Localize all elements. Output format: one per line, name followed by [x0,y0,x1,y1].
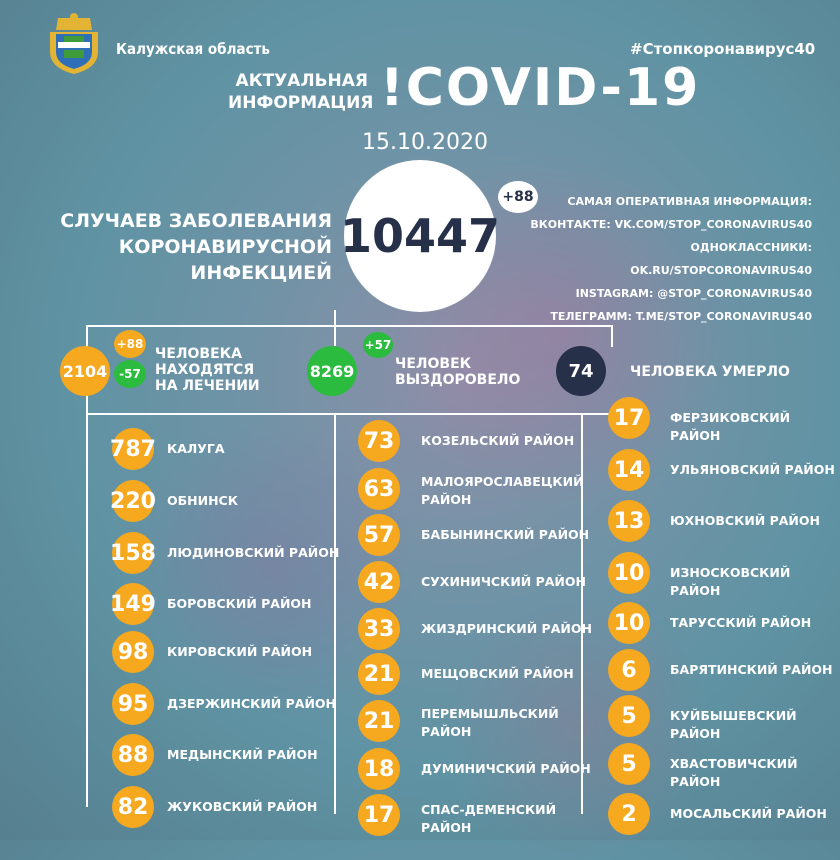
district-value-circle: 14 [608,449,650,491]
district-name: ФЕРЗИКОВСКИЙ РАЙОН [670,410,791,443]
district-name-block [421,473,584,509]
district-name: МАЛОЯРОСЛАВЕЦКИЙ [421,474,584,489]
district-value-circle: 10 [608,602,650,644]
district-name: ИЗНОСКОВСКИЙ РАЙОН [670,565,791,598]
district-value-circle: 17 [358,794,400,836]
district-name: КУЙБЫШЕВСКИЙ РАЙОН [670,708,797,741]
district-value-circle: 6 [608,649,650,691]
covid-title: !COVID-19 [380,58,701,118]
district-name-suffix: РАЙОН [421,492,472,507]
connector-line [86,413,88,807]
treatment-label-line2: НАХОДЯТСЯ [155,362,255,378]
district-value-circle: 21 [358,653,400,695]
treatment-plus-badge: +88 [114,330,146,358]
cases-label-line2: КОРОНАВИРУСНОЙ ИНФЕКЦИЕЙ [118,236,332,284]
recovered-label-line2: ВЫЗДОРОВЕЛО [395,372,521,388]
district-name: МЕДЫНСКИЙ РАЙОН [167,747,318,762]
district-value-circle: 10 [608,552,650,594]
treatment-label [155,346,260,394]
district-name: БОРОВСКИЙ РАЙОН [167,596,312,611]
district-name: ЖУКОВСКИЙ РАЙОН [167,799,318,814]
district-value-circle: 17 [608,397,650,439]
district-name: КИРОВСКИЙ РАЙОН [167,644,313,659]
district-value-circle: 158 [112,532,154,574]
district-value-circle: 33 [358,608,400,650]
district-name: ДУМИНИЧСКИЙ РАЙОН [421,761,591,776]
district-name: БАБЫНИНСКИЙ РАЙОН [421,527,590,542]
deaths-label: ЧЕЛОВЕКА УМЕРЛО [630,364,790,380]
district-value-circle: 13 [608,500,650,542]
district-name: СПАС-ДЕМЕНСКИЙ [421,802,557,817]
actual-label-line2: ИНФОРМАЦИЯ [228,93,374,113]
connector-line [334,310,336,346]
district-value-circle: 2 [608,793,650,835]
district-name-suffix: РАЙОН [421,724,472,739]
coat-of-arms-emblem [44,12,104,76]
actual-label-line1: АКТУАЛЬНАЯ [235,71,368,91]
recovered-label [395,356,520,388]
district-value-circle: 95 [112,683,154,725]
district-name: ДЗЕРЖИНСКИЙ РАЙОН [167,696,336,711]
district-value-circle: 82 [112,786,154,828]
treatment-minus-badge: -57 [114,360,146,388]
recovered-count-circle: 8269 [307,346,357,396]
total-cases-circle: 10447 [344,160,496,312]
district-name: МОСАЛЬСКИЙ РАЙОН [670,806,827,821]
district-value-circle: 220 [112,480,154,522]
district-name: ПЕРЕМЫШЛЬСКИЙ [421,706,559,721]
recovered-plus-badge: +57 [363,332,393,358]
info-line: ВКОНТАКТЕ: VK.COM/STOP_CORONAVIRUS40 [530,218,812,231]
district-name: КАЛУГА [167,441,225,456]
district-name: СУХИНИЧСКИЙ РАЙОН [421,574,586,589]
district-value-circle: 21 [358,700,400,742]
connector-line [86,394,88,414]
treatment-count-circle: 2104 [60,346,110,396]
connector-line [611,325,613,347]
district-name: УЛЬЯНОВСКИЙ РАЙОН [670,462,835,477]
district-name: ХВАСТОВИЧСКИЙ РАЙОН [670,756,798,789]
info-line: ОДНОКЛАССНИКИ: OK.RU/STOPCORONAVIRUS40 [630,241,812,277]
district-name-block [421,801,556,837]
recovered-label-line1: ЧЕЛОВЕК [395,356,472,372]
district-name: ОБНИНСК [167,493,238,508]
deaths-count-circle: 74 [556,346,606,396]
info-line: САМАЯ ОПЕРАТИВНАЯ ИНФОРМАЦИЯ: [567,195,812,208]
district-value-circle: 63 [358,468,400,510]
district-value-circle: 88 [112,734,154,776]
district-value-circle: 98 [112,631,154,673]
district-value-circle: 42 [358,561,400,603]
info-links-block [520,190,812,328]
connector-line [86,413,612,415]
district-name: ЮХНОВСКИЙ РАЙОН [670,513,820,528]
district-name: БАРЯТИНСКИЙ РАЙОН [670,662,833,677]
district-name: МЕЩОВСКИЙ РАЙОН [421,666,574,681]
district-name: КОЗЕЛЬСКИЙ РАЙОН [421,433,575,448]
region-name: Калужская область [116,40,270,58]
district-name: ТАРУССКИЙ РАЙОН [670,615,812,630]
connector-line [334,413,336,814]
connector-line [86,325,88,347]
district-value-circle: 57 [358,514,400,556]
district-value-circle: 18 [358,748,400,790]
district-value-circle: 149 [112,583,154,625]
district-name: ЛЮДИНОВСКИЙ РАЙОН [167,545,340,560]
connector-line [86,325,612,327]
district-name: ЖИЗДРИНСКИЙ РАЙОН [421,621,592,636]
info-line: INSTAGRAM: @STOP_CORONAVIRUS40 [575,287,812,300]
treatment-label-line1: ЧЕЛОВЕКА [155,346,242,362]
cases-delta-badge: +88 [498,181,538,213]
district-value-circle: 73 [358,420,400,462]
hashtag: #Стопкоронавирус40 [630,40,816,58]
actual-info-label [228,70,374,114]
district-value-circle: 787 [112,428,154,470]
district-value-circle: 5 [608,743,650,785]
info-line: ТЕЛЕГРАММ: T.ME/STOP_CORONAVIRUS40 [550,310,812,323]
district-value-circle: 5 [608,695,650,737]
cases-label [40,208,332,286]
cases-label-line1: СЛУЧАЕВ ЗАБОЛЕВАНИЯ [60,210,332,232]
district-name-block [421,705,559,741]
treatment-label-line3: НА ЛЕЧЕНИИ [155,378,260,394]
district-name-suffix: РАЙОН [421,820,472,835]
report-date: 15.10.2020 [362,130,488,155]
